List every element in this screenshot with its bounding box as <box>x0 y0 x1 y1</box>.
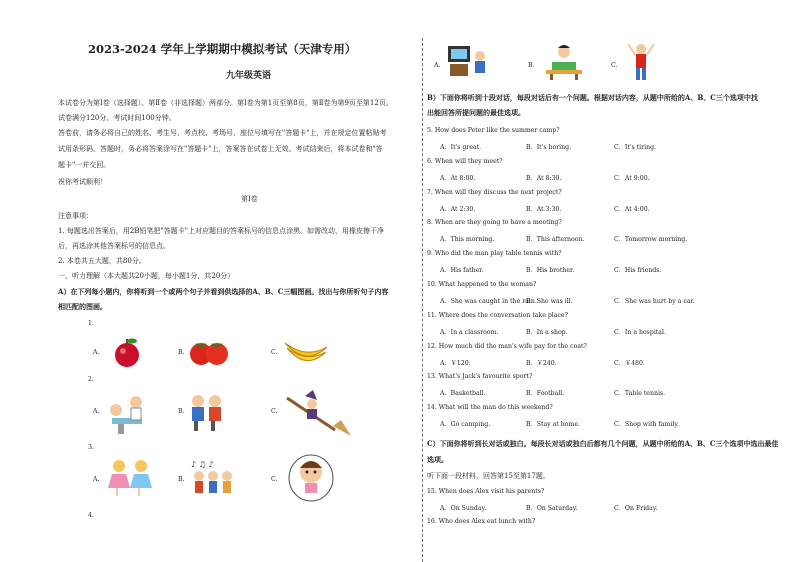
question-15-option-a: A．On Sunday. <box>440 505 487 512</box>
intro-line-5: 题卡"一并交回。 <box>58 161 111 169</box>
option-b: B．Stay at home. <box>526 421 580 429</box>
option-a: A．Basketball. <box>440 390 486 398</box>
part1-heading: 一、听力理解（本大题共20小题，每小题1分，共20分） <box>58 272 235 280</box>
option-a: A．This morning. <box>440 236 495 244</box>
part1-a-line1: A）在下列每小题内，你将听到一个或两个句子并看到供选择的A、B、C三幅图画。找出与你所听句子内容 <box>58 287 389 296</box>
option-c: C．Table tennis. <box>614 390 666 398</box>
apple-icon <box>110 335 144 369</box>
bananas-icon <box>282 337 330 365</box>
svg-text:♪ ♫ ♪: ♪ ♫ ♪ <box>191 460 214 469</box>
option-label: C. <box>611 62 618 69</box>
option-label: B. <box>178 349 185 356</box>
notice-2: 2. 本卷共五大题，共80分。 <box>58 257 146 265</box>
option-label: C. <box>271 476 278 483</box>
option-label: A. <box>434 62 441 69</box>
question-text: 10. What happened to the woman? <box>427 281 537 288</box>
option-a: A．￥120. <box>440 359 471 367</box>
part-c-listen: 听下面一段材料，回答第15至第17题。 <box>427 472 550 480</box>
picture-question-number: 3. <box>88 444 94 451</box>
dentist-icon <box>104 390 150 436</box>
part-c-line1: C）下面你将听到长对话或独白。每段长对话或独白后都有几个问题，从题中所给的A、B、C三个选项中选出最佳 <box>427 439 779 448</box>
option-b: B．It's boring. <box>526 144 572 151</box>
exam-title: 2023-2024 学年上学期期中模拟考试（天津专用） <box>88 42 357 56</box>
notice-1b: 后，再选涂其他答案标号的信息点。 <box>58 242 170 250</box>
question-text: 8. When are they going to have a meeting? <box>427 219 562 227</box>
intro-line-3: 答卷前，请务必将自己的姓名、考生号、考点校、考场号、座位号填写在"答题卡"上，并在规定位置粘贴考 <box>58 129 387 137</box>
question-text: 9. Who did the man play table tennis with? <box>427 250 562 258</box>
notice-1a: 1. 每题选出答案后，用2B铅笔把"答题卡"上对应题目的答案标号的信息点涂黑。如需改动，用橡皮擦干净 <box>58 227 384 235</box>
part1-a-line2: 相匹配的图画。 <box>58 302 107 311</box>
question-text: 11. Where does the conversation take place? <box>427 311 568 319</box>
tv-watching-icon <box>446 42 490 80</box>
option-b: B．Football. <box>526 390 565 398</box>
option-c: C．￥480. <box>614 359 645 367</box>
part-b-line2: 出能回答所提问题的最佳选项。 <box>427 108 525 117</box>
option-b: B．In a shop. <box>526 328 568 336</box>
option-b: B．His brother. <box>526 267 575 275</box>
picture-question-number: 1. <box>88 320 94 327</box>
question-text: 13. What's Jack's favourite sport? <box>427 373 533 381</box>
reading-boy-icon <box>542 42 586 80</box>
exercising-boy-icon <box>624 40 658 84</box>
question-text: 5. How does Peter like the summer camp? <box>427 127 560 134</box>
tomatoes-icon <box>188 337 230 367</box>
intro-line-1: 本试卷分为第Ⅰ卷（选择题）、第Ⅱ卷（非选择题）两部分。第Ⅰ卷为第1页至第8页，第Ⅱ卷为第9页至第12页。 <box>58 99 393 107</box>
option-a: A．His father. <box>440 267 484 275</box>
option-b: B．At 3:30. <box>526 205 562 213</box>
option-a: A．It's great. <box>440 144 482 151</box>
intro-line-4: 试用条形码。答题时，务必将答案涂写在"答题卡"上，答案答在试卷上无效。考试结束后，将本试卷和"答 <box>58 145 383 153</box>
option-label: A. <box>93 476 100 483</box>
question-15-option-b: B．On Saturday. <box>526 505 578 512</box>
column-divider <box>422 38 423 562</box>
children-icon <box>186 392 228 436</box>
notice-heading: 注意事项： <box>58 212 93 220</box>
option-label: A. <box>93 408 100 415</box>
part-b-line1: B）下面你将听到十段对话，每段对话后有一个问题。根据对话内容，从题中所给的A、B、C三个选项中找 <box>427 93 758 102</box>
option-b: B．At 8:30. <box>526 174 562 182</box>
question-text: 12. How much did the man's wife pay for the coat? <box>427 342 587 350</box>
intro-line-6: 祝你考试顺利！ <box>58 178 107 186</box>
picture-question-number: 2. <box>88 376 94 383</box>
option-b: B．This afternoon. <box>526 236 585 244</box>
option-a: A．She was caught in the rain. <box>440 298 537 305</box>
question-text: 14. What will the man do this weekend? <box>427 404 553 412</box>
exam-subtitle: 九年级英语 <box>226 71 272 81</box>
option-a: A．At 2:30. <box>440 205 476 213</box>
option-c: C．His friends. <box>614 267 662 275</box>
option-c: C．Shop with family. <box>614 421 679 429</box>
option-c: C．Tomorrow morning. <box>614 236 688 244</box>
option-b: B．She was ill. <box>526 298 573 305</box>
question-15-option-c: C．On Friday. <box>614 505 658 512</box>
part-c-line2: 选项。 <box>427 455 448 464</box>
question-text: 7. When will they discuss the next project? <box>427 188 562 196</box>
option-c: C．She was hurt by a car. <box>614 298 695 305</box>
dancing-girls-icon <box>106 458 154 498</box>
option-c: C．It's tiring. <box>614 144 657 151</box>
option-label: B. <box>178 408 185 415</box>
option-a: A．At 8:00. <box>440 174 476 182</box>
option-c: C．At 4:00. <box>614 205 650 213</box>
question-15: 15. When does Alex visit his parents? <box>427 488 545 495</box>
jump-rope-girl-icon <box>287 452 335 502</box>
question-text: 6. When will they meet? <box>427 157 503 165</box>
picture-question-number: 4. <box>88 512 94 519</box>
option-a: A．In a classroom. <box>440 328 499 336</box>
option-b: B．￥240. <box>526 359 557 367</box>
option-c: C．In a hospital. <box>614 328 666 336</box>
option-label: C. <box>271 408 278 415</box>
singing-kids-icon <box>189 458 237 498</box>
option-label: A. <box>93 349 100 356</box>
option-label: C. <box>271 349 278 356</box>
option-label: B. <box>528 62 535 69</box>
right-column <box>426 0 794 562</box>
section-label: 第Ⅰ卷 <box>241 195 258 203</box>
question-16: 16. Who does Alex eat lunch with? <box>427 518 536 525</box>
option-c: C．At 9:00. <box>614 174 650 182</box>
option-a: A．Go camping. <box>440 421 491 429</box>
broom-witch-icon <box>283 390 353 438</box>
option-label: B. <box>178 476 185 483</box>
intro-line-2: 试卷满分120分。考试时间100分钟。 <box>58 114 176 122</box>
